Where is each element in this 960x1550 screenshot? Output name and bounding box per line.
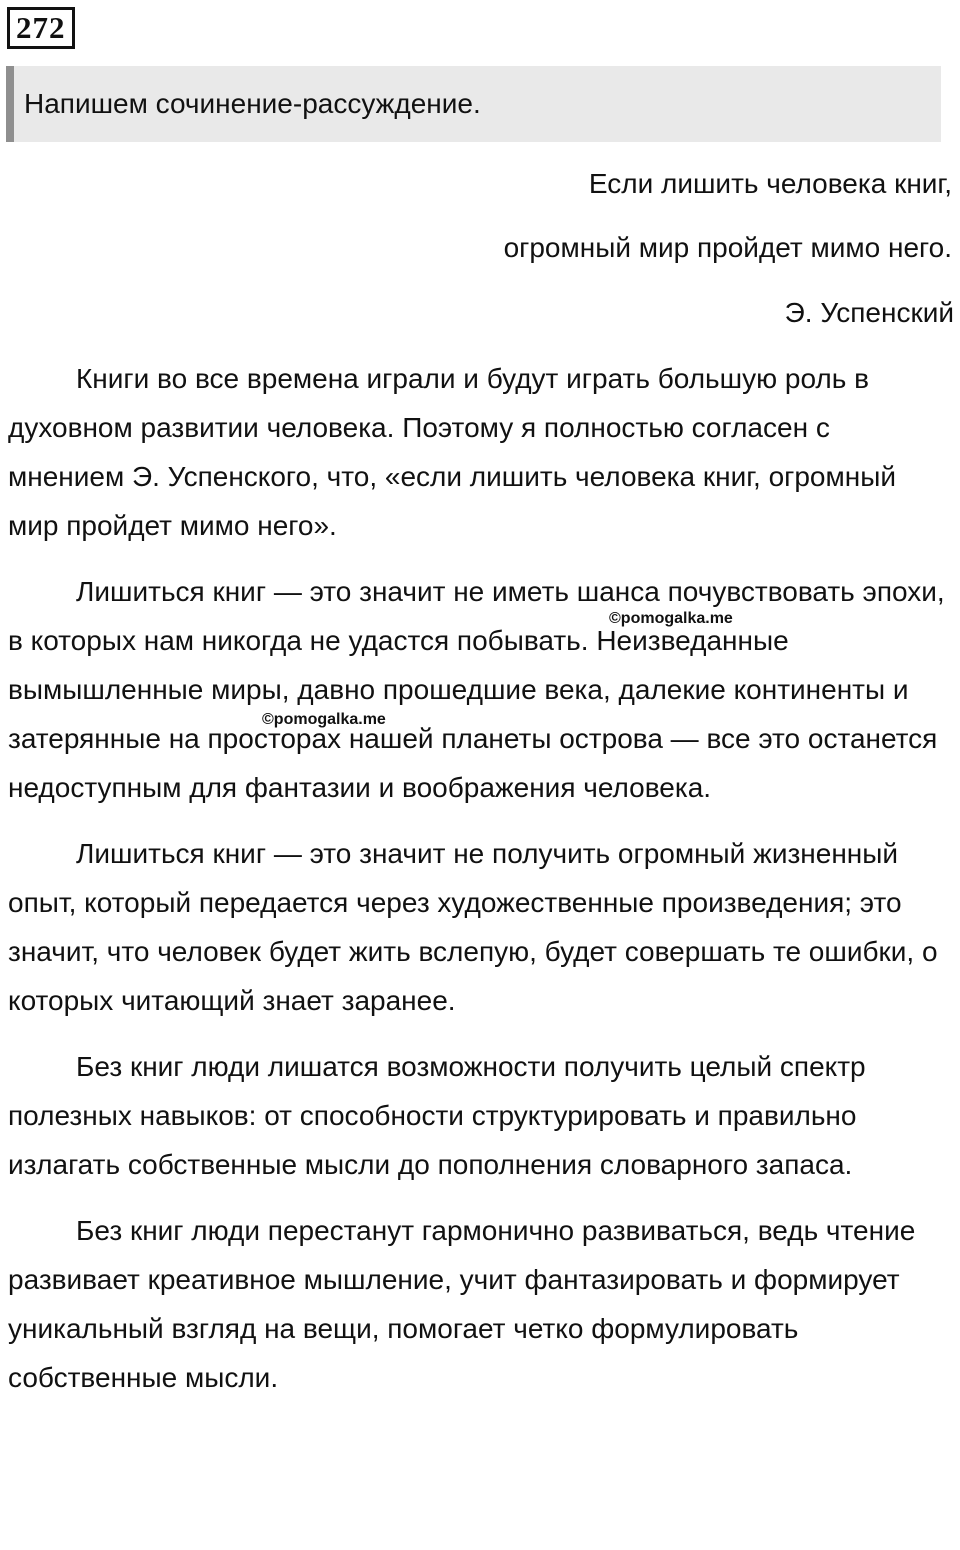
essay-paragraph-1: Книги во все времена играли и будут играть большую роль в духовном развитии человека. Поэтому я полностью согласен с мнением Э. Успенского, что, «если лишить человека книг, огромный мир пройдет мимо него». [8, 363, 896, 541]
essay-paragraph-3: Лишиться книг — это значит не получить огромный жизненный опыт, который передается через художественные произведения; это значит, что человек будет жить вслепую, будет совершать те ошибки, о которых читающий знает заранее. [8, 838, 938, 1016]
essay-paragraph-5: Без книг люди перестанут гармонично развиваться, ведь чтение развивает креативное мышление, учит фантазировать и формирует уникальный взгляд на вещи, помогает четко формулировать собственные мысли. [8, 1215, 916, 1393]
epigraph-author: Э. Успенский [784, 297, 954, 328]
essay-paragraph-4: Без книг люди лишатся возможности получить целый спектр полезных навыков: от способности структурировать и правильно излагать собственные мысли до пополнения словарного запаса. [8, 1051, 866, 1180]
instruction-block [6, 66, 941, 142]
watermark: ©pomogalka.me [609, 610, 733, 627]
task-number: 272 [7, 7, 75, 49]
essay-body [8, 354, 948, 1419]
instruction-text: Напишем сочинение-рассуждение. [24, 88, 481, 119]
instruction-accent-bar [6, 66, 14, 142]
epigraph-line-2: огромный мир пройдет мимо него. [503, 232, 952, 263]
watermark: ©pomogalka.me [262, 711, 386, 728]
essay-paragraph-2: Лишиться книг — это значит не иметь шанса почувствовать эпохи, в которых нам никогда не удастся побывать. Неизведанные вымышленные миры, давно прошедшие века, далекие континенты и затерянные на просторах нашей планеты острова — все это останется недоступным для фантазии и воображения человека. [8, 576, 945, 803]
epigraph-line-1: Если лишить человека книг, [588, 168, 952, 199]
